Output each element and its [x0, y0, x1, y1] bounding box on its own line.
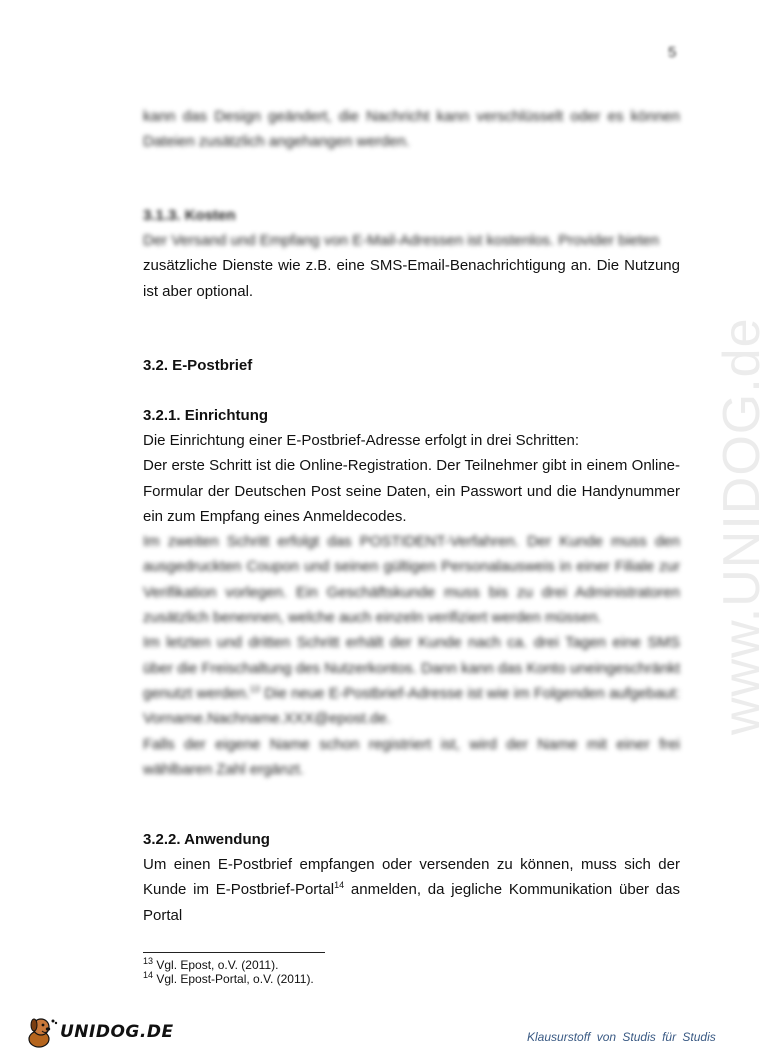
section-3-2-1-heading: 3.2.1. Einrichtung: [143, 407, 269, 424]
section-3-2-2-paragraph: [143, 852, 680, 928]
section-3-1-3: [143, 203, 680, 304]
section-3-2-2: [143, 827, 680, 928]
section-3-2-1-step-two-blurred: Im zweiten Schritt erfolgt das POSTIDENT-Verfahren. Der Kunde muss den ausgedruckten Coupon und seinen gültigen Personalausweis in einer Filiale zur Verifikation vorlegen. Ein Geschäftskunde muss bis zu drei Administratoren zusätzlich benennen, welche auch einzeln verifiziert werden müssen.: [143, 533, 680, 627]
footnote-14: [143, 972, 314, 986]
dog-mascot-icon: [24, 1015, 58, 1049]
footnote-separator: [143, 952, 325, 953]
footnote-ref-14: 14: [334, 880, 345, 891]
section-3-2-1: [143, 403, 680, 782]
footnote-13-text: Vgl. Epost, o.V. (2011).: [153, 958, 279, 972]
section-3-2-2-text-b: anmelden, da jegliche Kommunikation über das Portal: [143, 881, 680, 924]
section-3-2: [143, 353, 680, 378]
step-three-text-b: Die neue E-Postbrief-Adresse ist wie im Folgenden aufgebaut: Vorname.Nachname.XXX@epost.de.: [143, 684, 680, 728]
section-3-1-3-blurred-line: Der Versand und Empfang von E-Mail-Adressen ist kostenlos. Provider bieten: [143, 232, 660, 249]
footnote-13: [143, 958, 278, 972]
footnote-14-number: 14: [143, 970, 154, 980]
section-3-1-3-paragraph: [143, 228, 680, 304]
footnote-13-number: 13: [143, 956, 154, 966]
section-3-2-1-step-three-blurred: [143, 630, 680, 731]
unidog-logo[interactable]: [24, 1015, 174, 1049]
section-3-2-heading: 3.2. E-Postbrief: [143, 357, 253, 374]
blurred-intro-block: [143, 104, 680, 155]
section-3-1-3-heading: 3.1.3. Kosten: [143, 207, 236, 224]
section-3-1-3-clear-text: zusätzliche Dienste wie z.B. eine SMS-Email-Benachrichtigung an. Die Nutzung ist aber optional.: [143, 257, 680, 300]
logo-text: UNIDOG.DE: [60, 1022, 174, 1042]
footnote-ref-13: 13: [249, 683, 260, 694]
blurred-intro-paragraph: kann das Design geändert, die Nachricht kann verschlüsselt oder es können Dateien zusätzlich angehangen werden.: [143, 108, 680, 151]
footer-tagline: Klausurstoff von Studis für Studis: [527, 1030, 716, 1044]
section-3-2-1-intro: Die Einrichtung einer E-Postbrief-Adresse erfolgt in drei Schritten:: [143, 432, 580, 449]
section-3-2-2-text-a: Um einen E-Postbrief empfangen oder versenden zu können, muss sich der Kunde im E-Postbrief-Portal: [143, 856, 680, 899]
footnote-14-text: Vgl. Epost-Portal, o.V. (2011).: [153, 972, 314, 986]
section-3-2-2-heading: 3.2.2. Anwendung: [143, 831, 270, 848]
vertical-watermark: www.UNIDOG.de: [713, 317, 771, 735]
section-3-2-1-name-note-blurred: Falls der eigene Name schon registriert ist, wird der Name mit einer frei wählbaren Zahl ergänzt.: [143, 735, 680, 778]
section-3-2-1-step-one: Der erste Schritt ist die Online-Registration. Der Teilnehmer gibt in einem Online-Formular der Deutschen Post seine Daten, ein Passwort und die Handynummer ein zum Empfang eines Anmeldecodes.: [143, 457, 680, 525]
step-three-text-a: Im letzten und dritten Schritt erhält der Kunde nach ca. drei Tagen eine SMS über die Freischaltung des Nutzerkontos. Dann kann das Konto uneingeschränkt genutzt werden.: [143, 634, 680, 702]
page-number: 5: [668, 44, 677, 61]
